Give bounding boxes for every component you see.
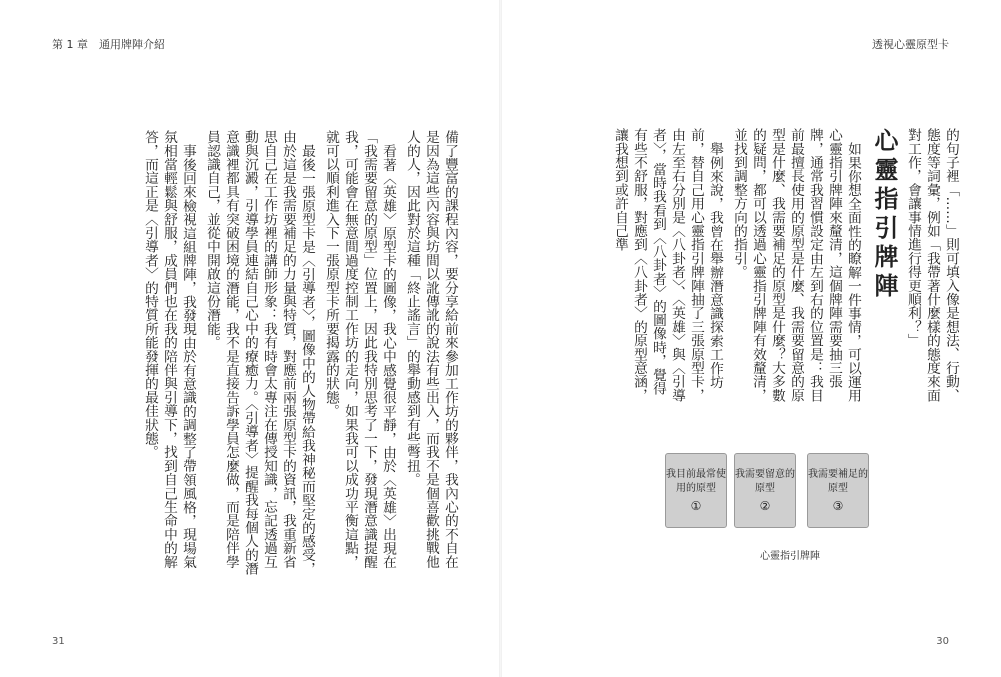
paragraph: 如果你想全面性的瞭解一件事情，可以運用心靈指引牌陣來釐清，這個牌陣需要抽三張牌，通常我習慣設定由左到右的位置是：我目前最擅長使用的原型是什麼、我需要留意的原型是什麼、我需要補足的原型是什麼？大多數的疑問，都可以透過心靈指引牌陣有效釐清，並找到調整方向的指引。 [731, 128, 861, 402]
right-body-text [605, 128, 960, 406]
diagram-caption: 心靈指引牌陣 [760, 551, 820, 562]
card-number: ① [690, 499, 702, 513]
book-header: 透視心靈原型卡 [872, 38, 949, 51]
card-position-2 [734, 453, 796, 528]
paragraph: 事後回來檢視這組牌陣，我發現由於有意識的調整了帶領風格，現場氣氛相當輕鬆與舒服，成員們也在我的陪伴與引導下，找到自己生命中的解答，而這正是〈引導者〉的特質所能發揮的最佳狀態。 [142, 130, 196, 569]
card-number: ③ [832, 499, 844, 513]
page-number: 31 [52, 636, 65, 647]
card-position-1 [665, 453, 727, 528]
paragraph: 舉例來說，我曾在舉辦潛意識探索工作坊前，替自己用心靈指引牌陣抽了三張原型卡，由左至右分別是〈八卦者〉、〈英雄〉與〈引導者〉，當時我看到〈八卦者〉的圖像時，覺得有些不舒服，對應到〈八卦者〉的原型意涵，讓我想到或許自己準 [612, 128, 723, 402]
card-number: ② [759, 499, 771, 513]
card-label: 我需要補足的原型 [808, 469, 868, 494]
paragraph: 備了豐富的課程內容，要分享給前來參加工作坊的夥伴，我內心的不自在是因為這些內容與坊間以訛傳訛的說法有些出入，而我不是個喜歡挑戰他人的人，因此對於這種「終止謠言」的舉動感到有些彆扭。 [404, 130, 458, 569]
card-position-3 [807, 453, 869, 528]
page-number: 30 [936, 636, 949, 647]
paragraph: 最後一張原型卡是〈引導者〉，圖像中的人物帶給我神秘而堅定的感受，由於這是我需要補足的力量與特質，對應前兩張原型卡的資訊，我重新省思自己在工作坊裡的講師形象：我有時會太專注在傳授知識，忘記透過互動與沉澱，引導學員連結自己心中的療癒力。〈引導者〉提醒我每個人的潛意識裡都具有突破困境的潛能，我不是直接告訴學員怎麼做，而是陪伴學員認識自己，並從中開啟這份潛能。 [204, 130, 315, 576]
card-label: 我需要留意的原型 [735, 469, 795, 494]
paragraph: 看著〈英雄〉原型卡的圖像，我心中感覺很平靜，由於〈英雄〉出現在「我需要留意的原型」位置上，因此我特別思考了一下，發現潛意識提醒我，可能會在無意間過度控制工作坊的走向，如果我可以成功平衡這點，就可以順利進入下一張原型卡所要揭露的狀態。 [323, 130, 396, 569]
chapter-header: 第 1 章 通用牌陣介紹 [52, 38, 165, 51]
paragraph: 的句子裡「……」則可填入像是想法、行動、態度等詞彙，例如「我帶著什麼樣的態度來面對工作，會讓事情進行得更順利？」 [905, 128, 959, 402]
left-body-text [135, 130, 459, 576]
right-page [501, 0, 1001, 677]
left-page [0, 0, 500, 677]
card-label: 我目前最常使用的原型 [666, 469, 726, 494]
section-title: 心靈指引牌陣 [870, 128, 898, 302]
